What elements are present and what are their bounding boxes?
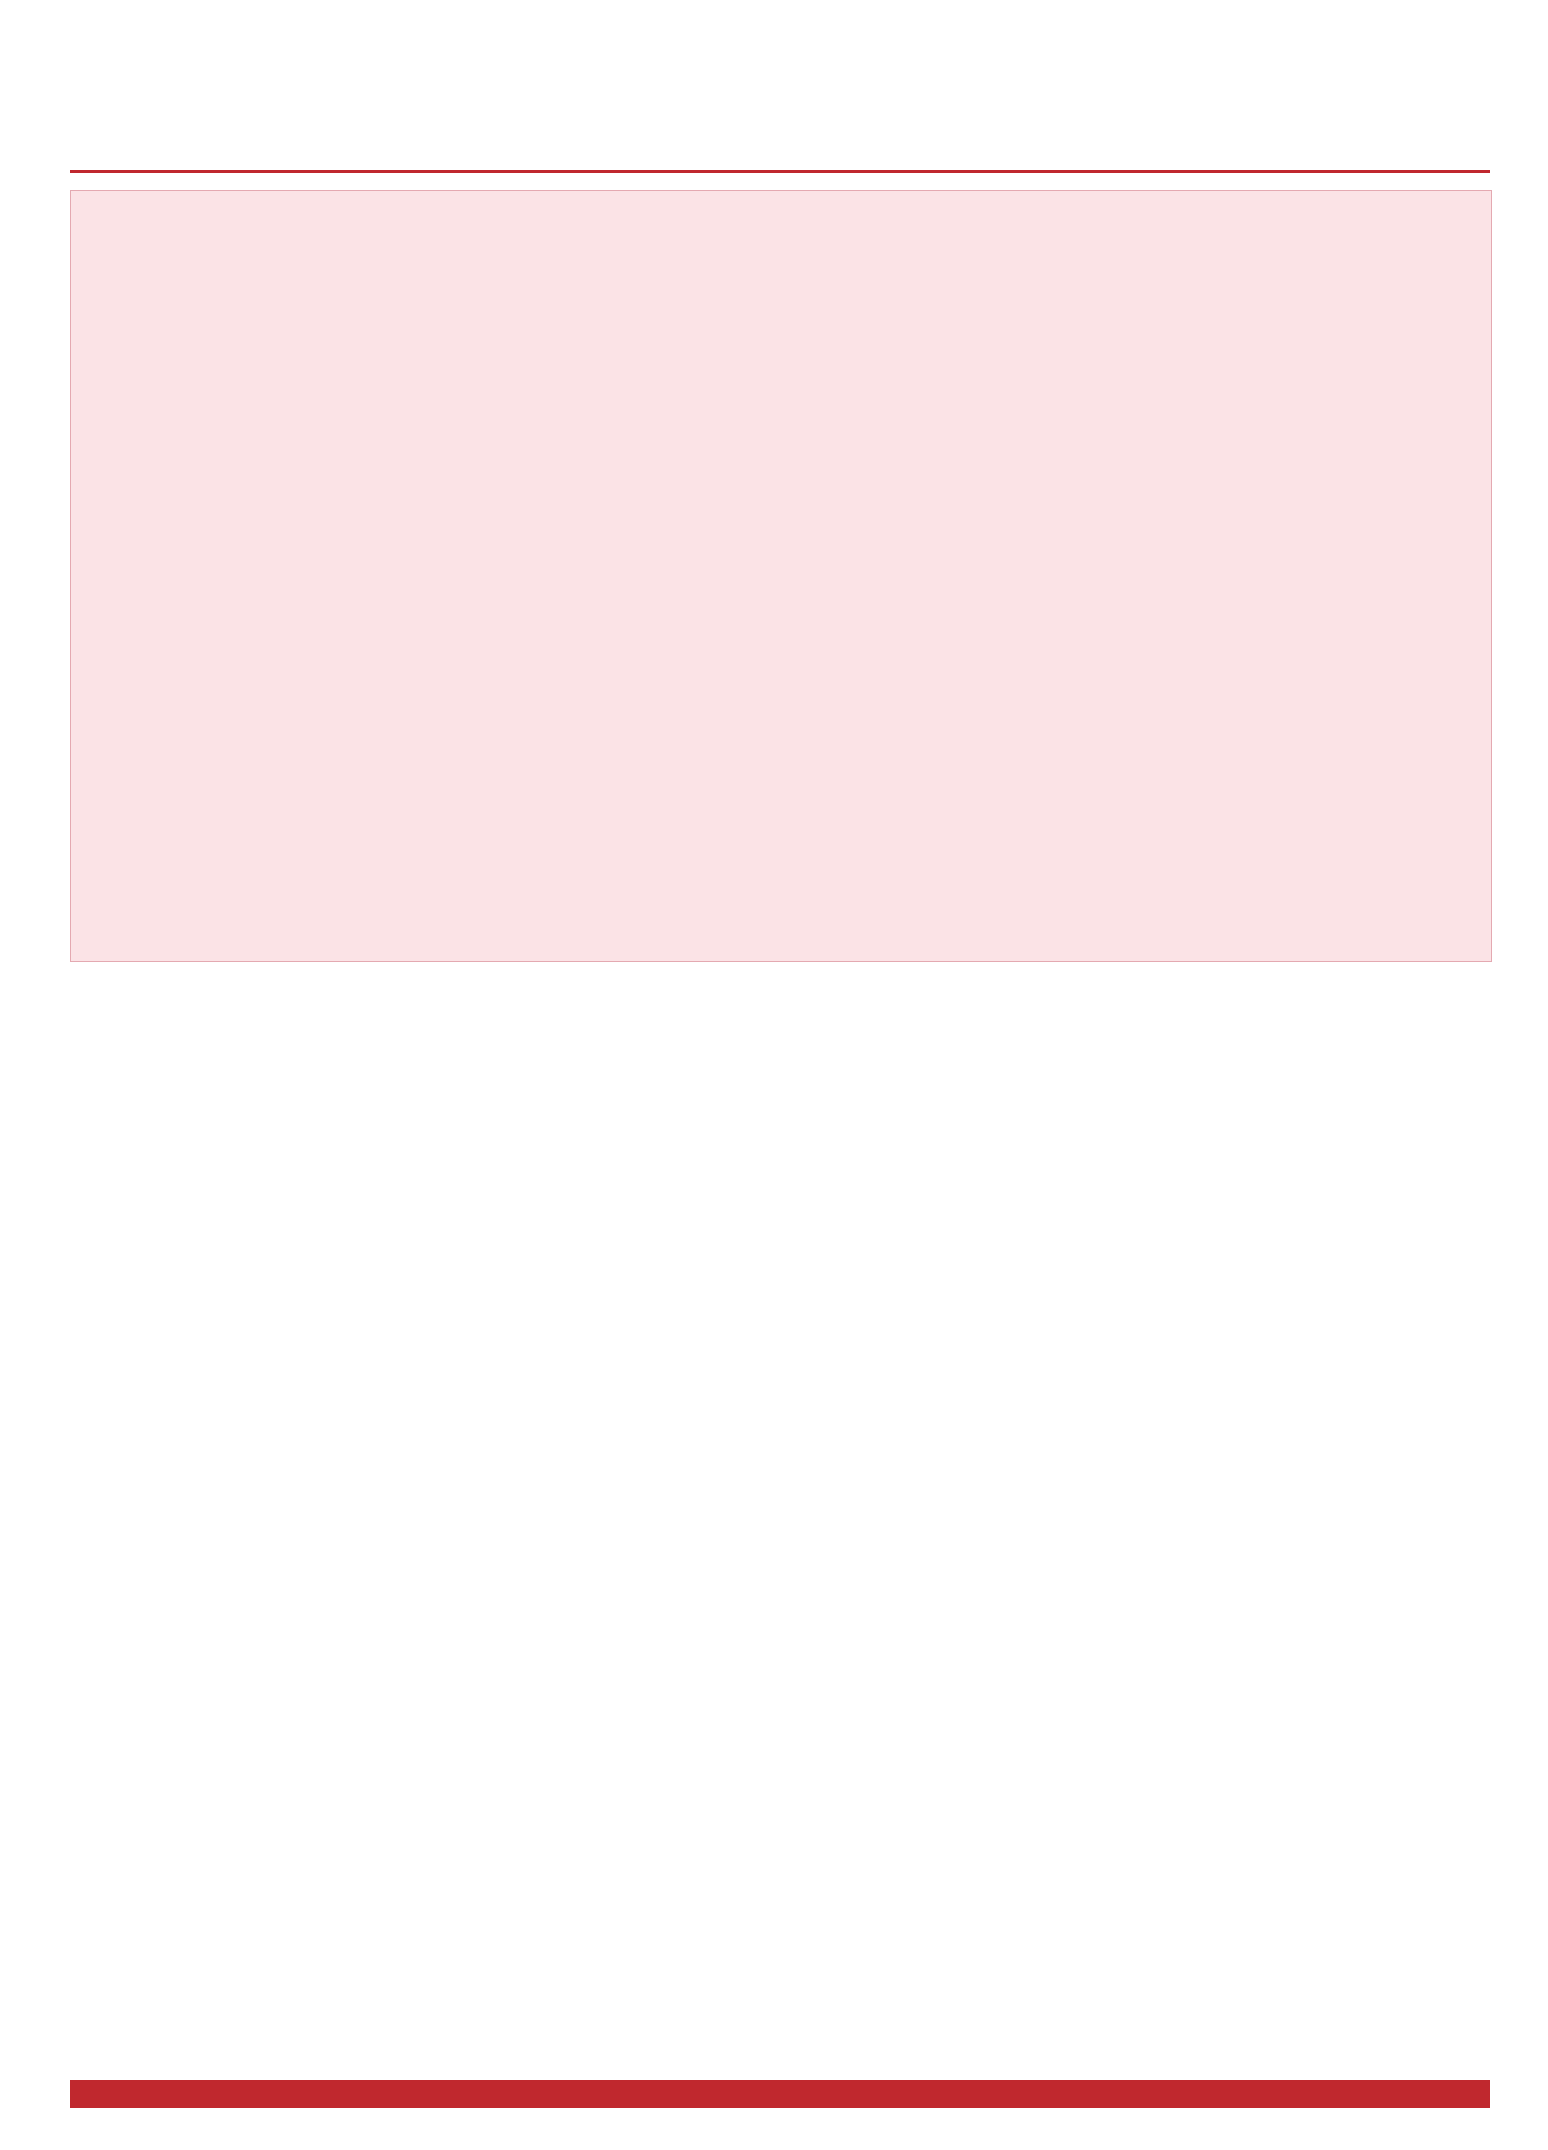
lead-article-box xyxy=(70,190,1492,962)
continued-article-columns xyxy=(70,980,1490,2060)
masthead xyxy=(70,90,1490,173)
lead-article-columns xyxy=(111,291,1451,941)
page-footer xyxy=(70,2080,1490,2108)
